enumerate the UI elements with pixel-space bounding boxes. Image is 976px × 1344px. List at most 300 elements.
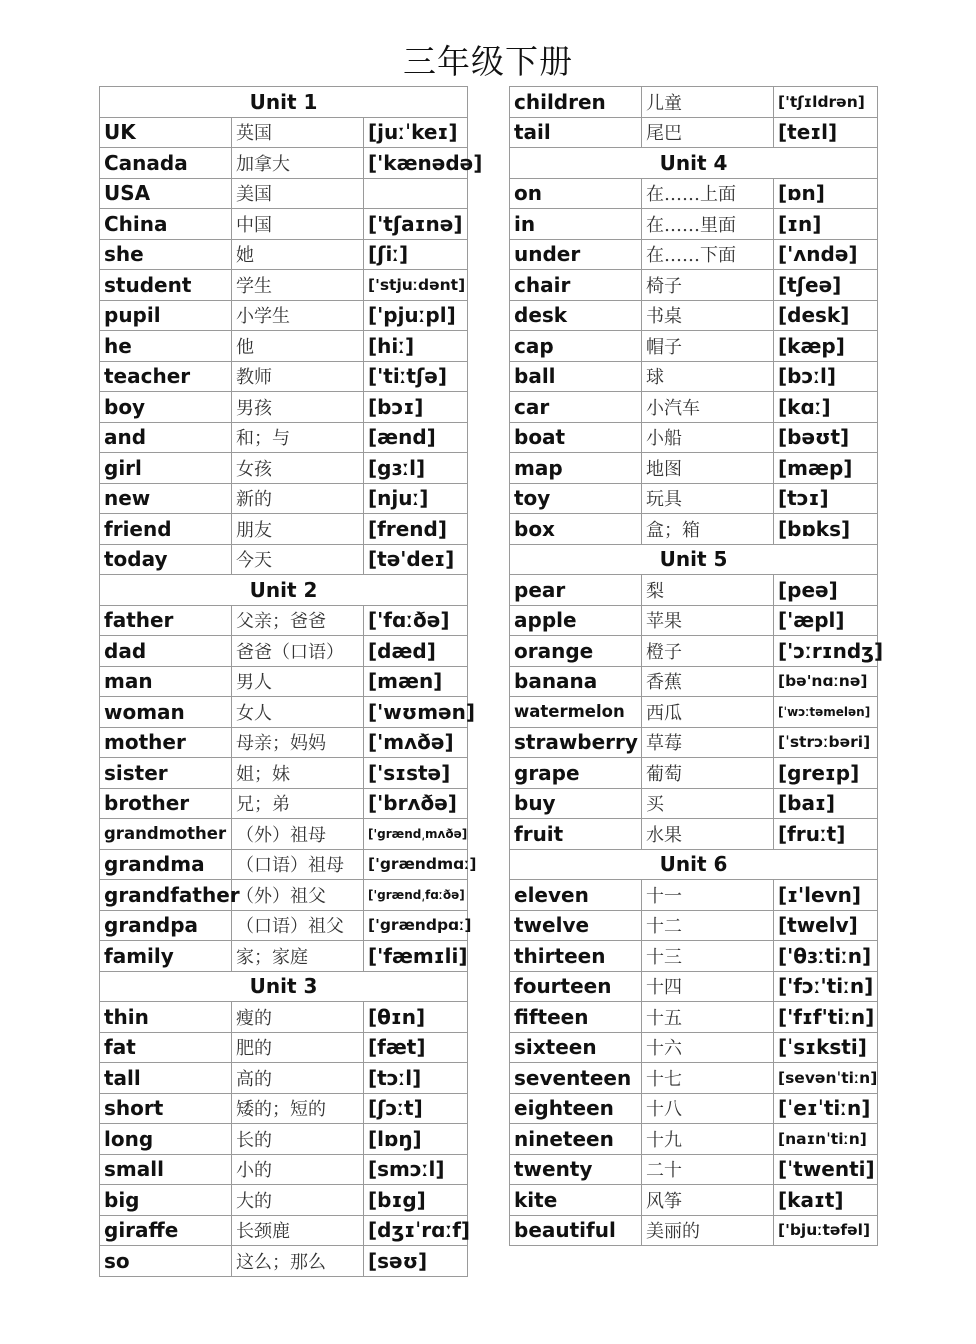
chinese-meaning: 女孩 <box>232 453 364 484</box>
chinese-meaning: 球 <box>642 361 774 392</box>
chinese-meaning: 这么；那么 <box>232 1246 364 1277</box>
vocab-row <box>510 361 878 392</box>
phonetic: [bɒks] <box>774 514 878 545</box>
english-word: under <box>510 239 642 270</box>
phonetic: [bɪg] <box>364 1185 468 1216</box>
chinese-meaning: 尾巴 <box>642 117 774 148</box>
vocab-row <box>510 819 878 850</box>
chinese-meaning: 男孩 <box>232 392 364 423</box>
vocab-row <box>100 117 468 148</box>
vocab-row <box>100 148 468 179</box>
chinese-meaning: 风筝 <box>642 1185 774 1216</box>
phonetic: [θɪn] <box>364 1002 468 1033</box>
phonetic: ['grænd͵mʌðə] <box>364 819 468 850</box>
unit-header-row <box>100 971 468 1002</box>
chinese-meaning: 肥的 <box>232 1032 364 1063</box>
phonetic: [peə] <box>774 575 878 606</box>
vocab-row <box>100 178 468 209</box>
chinese-meaning: 十七 <box>642 1063 774 1094</box>
english-word: she <box>100 239 232 270</box>
chinese-meaning: 母亲；妈妈 <box>232 727 364 758</box>
phonetic: [ˈsɪksti] <box>774 1032 878 1063</box>
phonetic: [kæp] <box>774 331 878 362</box>
english-word: so <box>100 1246 232 1277</box>
chinese-meaning: 学生 <box>232 270 364 301</box>
english-word: ball <box>510 361 642 392</box>
phonetic: ['æpl] <box>774 605 878 636</box>
chinese-meaning: 苹果 <box>642 605 774 636</box>
vocab-row <box>510 971 878 1002</box>
phonetic: [baɪ] <box>774 788 878 819</box>
chinese-meaning: 中国 <box>232 209 364 240</box>
vocab-row <box>100 788 468 819</box>
chinese-meaning: 水果 <box>642 819 774 850</box>
unit-header-row <box>510 148 878 179</box>
phonetic: [ˈtwenti] <box>774 1154 878 1185</box>
phonetic: [səʊ] <box>364 1246 468 1277</box>
english-word: on <box>510 178 642 209</box>
vocab-row <box>100 1063 468 1094</box>
english-word: twelve <box>510 910 642 941</box>
chinese-meaning: （外）祖父 <box>232 880 364 911</box>
vocab-row <box>510 880 878 911</box>
chinese-meaning: 买 <box>642 788 774 819</box>
vocab-row <box>100 819 468 850</box>
vocab-row <box>100 300 468 331</box>
english-word: USA <box>100 178 232 209</box>
phonetic: [dʒɪˈrɑːf] <box>364 1215 468 1246</box>
vocab-row <box>100 1215 468 1246</box>
chinese-meaning: （口语）祖母 <box>232 849 364 880</box>
english-word: cap <box>510 331 642 362</box>
phonetic: [hiː] <box>364 331 468 362</box>
english-word: man <box>100 666 232 697</box>
english-word: grandmother <box>100 819 232 850</box>
chinese-meaning: 草莓 <box>642 727 774 758</box>
chinese-meaning: 十五 <box>642 1002 774 1033</box>
english-word: toy <box>510 483 642 514</box>
vocab-row <box>100 849 468 880</box>
phonetic: [tɔːl] <box>364 1063 468 1094</box>
phonetic: [tə'deɪ] <box>364 544 468 575</box>
phonetic: [ˈstrɔːbəri] <box>774 727 878 758</box>
vocab-row <box>100 544 468 575</box>
vocab-row <box>510 1002 878 1033</box>
phonetic: [tɔɪ] <box>774 483 878 514</box>
phonetic: ['stjuːdənt] <box>364 270 468 301</box>
phonetic <box>364 178 468 209</box>
english-word: chair <box>510 270 642 301</box>
chinese-meaning: 小学生 <box>232 300 364 331</box>
vocab-row <box>100 1032 468 1063</box>
phonetic: [fæt] <box>364 1032 468 1063</box>
chinese-meaning: 和；与 <box>232 422 364 453</box>
vocab-row <box>510 1215 878 1246</box>
vocab-row <box>510 636 878 667</box>
chinese-meaning: （外）祖母 <box>232 819 364 850</box>
english-word: beautiful <box>510 1215 642 1246</box>
vocab-row <box>100 514 468 545</box>
chinese-meaning: 二十 <box>642 1154 774 1185</box>
english-word: he <box>100 331 232 362</box>
phonetic: [lɒŋ] <box>364 1124 468 1155</box>
chinese-meaning: 小的 <box>232 1154 364 1185</box>
english-word: UK <box>100 117 232 148</box>
english-word: boy <box>100 392 232 423</box>
vocab-row <box>100 758 468 789</box>
chinese-meaning: （口语）祖父 <box>232 910 364 941</box>
english-word: car <box>510 392 642 423</box>
phonetic: ['ʌndə] <box>774 239 878 270</box>
phonetic: [ˈwɔːtəmelən] <box>774 697 878 728</box>
chinese-meaning: 十八 <box>642 1093 774 1124</box>
phonetic: ['kænədə] <box>364 148 468 179</box>
vocab-row <box>100 392 468 423</box>
vocab-table-left-body <box>100 87 483 1277</box>
english-word: grape <box>510 758 642 789</box>
vocab-row <box>510 453 878 484</box>
english-word: fifteen <box>510 1002 642 1033</box>
phonetic: ['bjuːtəfəl] <box>774 1215 878 1246</box>
english-word: pear <box>510 575 642 606</box>
vocab-row <box>100 422 468 453</box>
vocab-row <box>100 1246 468 1277</box>
english-word: grandpa <box>100 910 232 941</box>
phonetic: ['pjuːpl] <box>364 300 468 331</box>
phonetic: ['θɜːtiːn] <box>774 941 878 972</box>
english-word: father <box>100 605 232 636</box>
chinese-meaning: 梨 <box>642 575 774 606</box>
vocab-row <box>100 697 468 728</box>
chinese-meaning: 十九 <box>642 1124 774 1155</box>
chinese-meaning: 十四 <box>642 971 774 1002</box>
english-word: long <box>100 1124 232 1155</box>
chinese-meaning: 椅子 <box>642 270 774 301</box>
vocab-row <box>100 1185 468 1216</box>
phonetic: [gɜːl] <box>364 453 468 484</box>
phonetic: [juːˈkeɪ] <box>364 117 468 148</box>
unit-header-row <box>100 87 468 118</box>
vocab-row <box>510 1093 878 1124</box>
vocab-row <box>510 331 878 362</box>
chinese-meaning: 矮的；短的 <box>232 1093 364 1124</box>
vocab-row <box>100 361 468 392</box>
vocab-row <box>100 483 468 514</box>
vocab-row <box>510 117 878 148</box>
english-word: thin <box>100 1002 232 1033</box>
phonetic: ['grændmɑː] <box>364 849 468 880</box>
chinese-meaning: 长的 <box>232 1124 364 1155</box>
english-word: strawberry <box>510 727 642 758</box>
english-word: orange <box>510 636 642 667</box>
vocab-row <box>100 239 468 270</box>
chinese-meaning: 地图 <box>642 453 774 484</box>
english-word: teacher <box>100 361 232 392</box>
vocab-row <box>510 788 878 819</box>
english-word: eighteen <box>510 1093 642 1124</box>
chinese-meaning: 父亲；爸爸 <box>232 605 364 636</box>
chinese-meaning: 长颈鹿 <box>232 1215 364 1246</box>
unit-heading: Unit 2 <box>100 575 468 606</box>
phonetic: [ɒn] <box>774 178 878 209</box>
phonetic: ['grænd͵fɑːðə] <box>364 880 468 911</box>
phonetic: ['fɑːðə] <box>364 605 468 636</box>
english-word: new <box>100 483 232 514</box>
english-word: watermelon <box>510 697 642 728</box>
vocab-row <box>100 1002 468 1033</box>
english-word: eleven <box>510 880 642 911</box>
vocab-row <box>510 422 878 453</box>
vocab-row <box>100 880 468 911</box>
english-word: boat <box>510 422 642 453</box>
english-word: apple <box>510 605 642 636</box>
chinese-meaning: 瘦的 <box>232 1002 364 1033</box>
chinese-meaning: 小汽车 <box>642 392 774 423</box>
phonetic: [tʃeə] <box>774 270 878 301</box>
chinese-meaning: 十三 <box>642 941 774 972</box>
english-word: big <box>100 1185 232 1216</box>
phonetic: [bəʊt] <box>774 422 878 453</box>
vocab-row <box>510 178 878 209</box>
english-word: brother <box>100 788 232 819</box>
english-word: grandfather <box>100 880 232 911</box>
phonetic: [twelv] <box>774 910 878 941</box>
phonetic: [bɔːl] <box>774 361 878 392</box>
english-word: today <box>100 544 232 575</box>
chinese-meaning: 她 <box>232 239 364 270</box>
phonetic: [kɑː] <box>774 392 878 423</box>
phonetic: ['tiːtʃə] <box>364 361 468 392</box>
phonetic: [ʃɔːt] <box>364 1093 468 1124</box>
vocab-row <box>100 910 468 941</box>
chinese-meaning: 儿童 <box>642 87 774 118</box>
english-word: nineteen <box>510 1124 642 1155</box>
chinese-meaning: 在……里面 <box>642 209 774 240</box>
phonetic: ['grændpɑː] <box>364 910 468 941</box>
english-word: map <box>510 453 642 484</box>
vocab-row <box>100 605 468 636</box>
vocab-row <box>510 1185 878 1216</box>
vocab-table-right-body <box>510 87 884 1246</box>
phonetic: ['tʃaɪnə] <box>364 209 468 240</box>
phonetic: ['mʌðə] <box>364 727 468 758</box>
english-word: buy <box>510 788 642 819</box>
unit-heading: Unit 5 <box>510 544 878 575</box>
phonetic: ['sɪstə] <box>364 758 468 789</box>
chinese-meaning: 朋友 <box>232 514 364 545</box>
phonetic: [desk] <box>774 300 878 331</box>
phonetic: ['fɪf'tiːn] <box>774 1002 878 1033</box>
english-word: and <box>100 422 232 453</box>
vocab-row <box>510 727 878 758</box>
english-word: twenty <box>510 1154 642 1185</box>
vocab-row <box>100 331 468 362</box>
phonetic: [mæn] <box>364 666 468 697</box>
vocab-row <box>510 575 878 606</box>
vocab-row <box>510 209 878 240</box>
vocab-row <box>100 1154 468 1185</box>
vocab-row <box>510 1124 878 1155</box>
chinese-meaning: 女人 <box>232 697 364 728</box>
vocab-table-left <box>99 86 483 1277</box>
english-word: girl <box>100 453 232 484</box>
phonetic: ['fɔː'tiːn] <box>774 971 878 1002</box>
english-word: family <box>100 941 232 972</box>
chinese-meaning: 大的 <box>232 1185 364 1216</box>
chinese-meaning: 西瓜 <box>642 697 774 728</box>
vocab-row <box>510 1154 878 1185</box>
vocab-row <box>100 636 468 667</box>
chinese-meaning: 十二 <box>642 910 774 941</box>
vocab-row <box>100 209 468 240</box>
chinese-meaning: 香蕉 <box>642 666 774 697</box>
english-word: in <box>510 209 642 240</box>
vocab-row <box>510 758 878 789</box>
vocab-row <box>510 392 878 423</box>
english-word: fruit <box>510 819 642 850</box>
english-word: banana <box>510 666 642 697</box>
phonetic: [fruːt] <box>774 819 878 850</box>
phonetic: [bɔɪ] <box>364 392 468 423</box>
phonetic: ['brʌðə] <box>364 788 468 819</box>
unit-heading: Unit 3 <box>100 971 468 1002</box>
phonetic: [ˈeɪˈtiːn] <box>774 1093 878 1124</box>
english-word: desk <box>510 300 642 331</box>
english-word: short <box>100 1093 232 1124</box>
english-word: giraffe <box>100 1215 232 1246</box>
vocab-row <box>100 666 468 697</box>
chinese-meaning: 在……下面 <box>642 239 774 270</box>
chinese-meaning: 新的 <box>232 483 364 514</box>
english-word: China <box>100 209 232 240</box>
phonetic: [ʃiː] <box>364 239 468 270</box>
phonetic: ['wʊmən] <box>364 697 468 728</box>
phonetic: [mæp] <box>774 453 878 484</box>
vocab-row <box>510 1032 878 1063</box>
vocab-row <box>510 605 878 636</box>
vocab-row <box>510 87 878 118</box>
english-word: seventeen <box>510 1063 642 1094</box>
phonetic: [kaɪt] <box>774 1185 878 1216</box>
english-word: mother <box>100 727 232 758</box>
phonetic: [frend] <box>364 514 468 545</box>
chinese-meaning: 小船 <box>642 422 774 453</box>
english-word: pupil <box>100 300 232 331</box>
phonetic: ['ɔːrɪndʒ] <box>774 636 878 667</box>
chinese-meaning: 十一 <box>642 880 774 911</box>
chinese-meaning: 兄；弟 <box>232 788 364 819</box>
phonetic: [njuː] <box>364 483 468 514</box>
phonetic: [ɪ'levn] <box>774 880 878 911</box>
phonetic: [ænd] <box>364 422 468 453</box>
english-word: box <box>510 514 642 545</box>
chinese-meaning: 他 <box>232 331 364 362</box>
chinese-meaning: 姐；妹 <box>232 758 364 789</box>
chinese-meaning: 玩具 <box>642 483 774 514</box>
chinese-meaning: 男人 <box>232 666 364 697</box>
english-word: tall <box>100 1063 232 1094</box>
english-word: fourteen <box>510 971 642 1002</box>
vocab-row <box>510 300 878 331</box>
english-word: woman <box>100 697 232 728</box>
phonetic: ['tʃɪldrən] <box>774 87 878 118</box>
chinese-meaning: 家；家庭 <box>232 941 364 972</box>
english-word: Canada <box>100 148 232 179</box>
vocab-row <box>100 727 468 758</box>
vocab-row <box>100 453 468 484</box>
unit-heading: Unit 6 <box>510 849 878 880</box>
english-word: thirteen <box>510 941 642 972</box>
chinese-meaning: 高的 <box>232 1063 364 1094</box>
english-word: small <box>100 1154 232 1185</box>
phonetic: [dæd] <box>364 636 468 667</box>
phonetic: [bə'nɑːnə] <box>774 666 878 697</box>
vocab-row <box>100 1093 468 1124</box>
phonetic: [naɪnˈtiːn] <box>774 1124 878 1155</box>
chinese-meaning: 橙子 <box>642 636 774 667</box>
vocab-row <box>100 270 468 301</box>
phonetic: [greɪp] <box>774 758 878 789</box>
chinese-meaning: 书桌 <box>642 300 774 331</box>
unit-header-row <box>100 575 468 606</box>
chinese-meaning: 美国 <box>232 178 364 209</box>
chinese-meaning: 十六 <box>642 1032 774 1063</box>
english-word: dad <box>100 636 232 667</box>
phonetic: [teɪl] <box>774 117 878 148</box>
vocab-row <box>510 239 878 270</box>
english-word: grandma <box>100 849 232 880</box>
english-word: tail <box>510 117 642 148</box>
vocab-row <box>510 514 878 545</box>
unit-heading: Unit 1 <box>100 87 468 118</box>
phonetic: ['fæmɪli] <box>364 941 468 972</box>
english-word: sister <box>100 758 232 789</box>
chinese-meaning: 盒；箱 <box>642 514 774 545</box>
chinese-meaning: 加拿大 <box>232 148 364 179</box>
phonetic: [sevənˈtiːn] <box>774 1063 878 1094</box>
english-word: sixteen <box>510 1032 642 1063</box>
chinese-meaning: 爸爸（口语） <box>232 636 364 667</box>
chinese-meaning: 在……上面 <box>642 178 774 209</box>
vocab-row <box>100 941 468 972</box>
page-title: 三年级下册 <box>403 42 573 81</box>
phonetic: [ɪn] <box>774 209 878 240</box>
chinese-meaning: 美丽的 <box>642 1215 774 1246</box>
chinese-meaning: 帽子 <box>642 331 774 362</box>
vocab-row <box>100 1124 468 1155</box>
vocab-row <box>510 270 878 301</box>
phonetic: [smɔːl] <box>364 1154 468 1185</box>
english-word: kite <box>510 1185 642 1216</box>
english-word: student <box>100 270 232 301</box>
unit-header-row <box>510 849 878 880</box>
english-word: fat <box>100 1032 232 1063</box>
vocab-row <box>510 697 878 728</box>
chinese-meaning: 英国 <box>232 117 364 148</box>
vocab-row <box>510 483 878 514</box>
vocab-row <box>510 666 878 697</box>
unit-header-row <box>510 544 878 575</box>
chinese-meaning: 葡萄 <box>642 758 774 789</box>
chinese-meaning: 教师 <box>232 361 364 392</box>
vocab-row <box>510 941 878 972</box>
english-word: children <box>510 87 642 118</box>
vocab-table-right <box>509 86 884 1246</box>
chinese-meaning: 今天 <box>232 544 364 575</box>
unit-heading: Unit 4 <box>510 148 878 179</box>
vocab-row <box>510 1063 878 1094</box>
english-word: friend <box>100 514 232 545</box>
